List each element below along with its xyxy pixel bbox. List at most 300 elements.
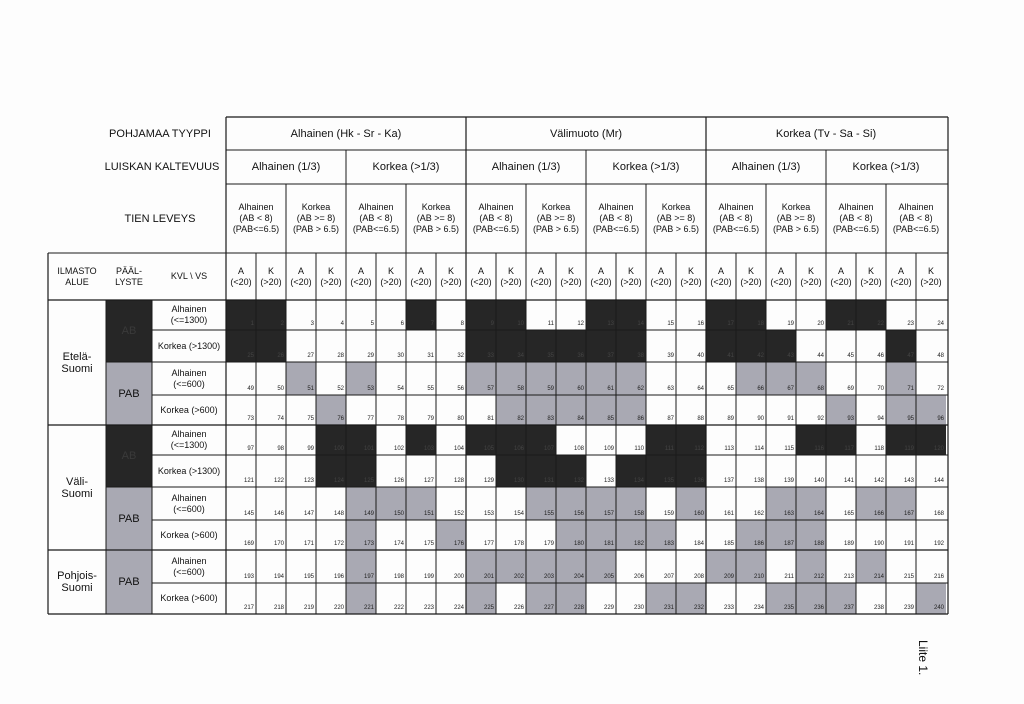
cell-number: 82 (517, 416, 524, 422)
cell-number: 182 (633, 541, 644, 547)
cell-number: 211 (784, 574, 794, 580)
cell-number: 88 (697, 416, 704, 422)
vs-header-line: K (867, 265, 874, 276)
vs-header-line: (<20) (530, 276, 552, 287)
cell-number: 114 (754, 446, 764, 452)
cell-number: 138 (753, 478, 764, 484)
leveys-header-line: Korkea (781, 202, 811, 212)
cell-number: 106 (513, 446, 524, 452)
cell-number: 97 (247, 446, 254, 452)
leveys-header-line: Alhainen (718, 202, 754, 212)
cell-number: 158 (633, 511, 644, 517)
cell-number: 58 (517, 386, 524, 392)
cell-number: 228 (573, 605, 584, 611)
kaltevuus-header: Korkea (>1/3) (852, 161, 920, 173)
cell-number: 61 (607, 386, 614, 392)
region-label-line: Suomi (61, 487, 93, 500)
cell-number: 8 (460, 321, 464, 327)
ilmasto-label-line: ALUE (65, 276, 89, 287)
region-label-line: Suomi (61, 362, 93, 375)
vs-header (586, 253, 616, 300)
cell-number: 38 (637, 353, 644, 359)
cell-number: 202 (513, 574, 524, 580)
cell-number: 203 (543, 574, 554, 580)
kvl-label (152, 395, 226, 425)
leveys-header-line: (AB >= 8) (296, 213, 336, 223)
cell-number: 145 (243, 511, 254, 517)
cell-number: 127 (423, 478, 434, 484)
cell-number: 65 (727, 386, 734, 392)
cell-number: 13 (607, 321, 614, 327)
kvl-label-line: Alhainen (171, 555, 207, 566)
vs-header-line: (>20) (620, 276, 642, 287)
cell-number: 229 (603, 605, 614, 611)
pohjamaa-header: Korkea (Tv - Sa - Si) (775, 127, 877, 140)
cell-number: 30 (397, 353, 404, 359)
vs-header-line: (<20) (290, 276, 312, 287)
cell-number: 39 (667, 353, 674, 359)
cell-number: 209 (723, 574, 734, 580)
vs-header (286, 253, 316, 300)
cell-number: 180 (573, 541, 584, 547)
cell-number: 42 (757, 353, 764, 359)
cell-number: 122 (273, 478, 284, 484)
cell-number: 81 (487, 416, 494, 422)
cell-number: 98 (277, 446, 284, 452)
vs-header-line: K (447, 265, 454, 276)
leveys-label: TIEN LEVEYS (124, 212, 196, 225)
vs-header-line: (>20) (860, 276, 882, 287)
cell-number: 119 (904, 446, 914, 452)
cell-number: 135 (663, 478, 674, 484)
cell-number: 125 (363, 478, 374, 484)
cell-number: 234 (753, 605, 764, 611)
cell-number: 118 (874, 446, 884, 452)
vs-header (886, 253, 916, 300)
kaltevuus-label: LUISKAN KALTEVUUS (104, 161, 220, 173)
vs-header (346, 253, 376, 300)
cell-number: 48 (937, 353, 944, 359)
cell-number: 161 (723, 511, 734, 517)
vs-header (646, 253, 676, 300)
kvl-label-line: (<=1300) (170, 440, 208, 450)
leveys-header-line: (PAB > 6.5) (532, 224, 580, 234)
leveys-header-line: (PAB > 6.5) (292, 224, 340, 234)
kvl-label-line: Korkea (>1300) (157, 465, 221, 476)
leveys-header (586, 184, 646, 253)
cell-number: 230 (633, 605, 644, 611)
cell-number: 224 (453, 605, 464, 611)
vs-header-line: K (747, 265, 754, 276)
vs-header (706, 253, 736, 300)
region-label-line: Väli- (65, 475, 88, 488)
cell-number: 137 (723, 478, 734, 484)
cell-number: 33 (487, 353, 494, 359)
cell-number: 150 (393, 511, 404, 517)
cell-number: 193 (243, 574, 254, 580)
vs-header (616, 253, 646, 300)
cell-number: 41 (727, 353, 734, 359)
cell-number: 31 (427, 353, 434, 359)
cell-number: 188 (813, 541, 824, 547)
cell-number: 110 (634, 446, 644, 452)
vs-header (526, 253, 556, 300)
ilmasto-label (44, 253, 110, 300)
surface-label: PAB (118, 512, 140, 525)
cell-number: 74 (277, 416, 284, 422)
cell-number: 120 (933, 446, 944, 452)
leveys-header-line: (PAB > 6.5) (412, 224, 460, 234)
cell-number: 238 (873, 605, 884, 611)
cell-number: 190 (873, 541, 884, 547)
cell-number: 77 (367, 416, 374, 422)
kvl-label (152, 425, 226, 455)
kaltevuus-header: Korkea (>1/3) (612, 161, 680, 173)
cell-number: 220 (333, 605, 344, 611)
vs-header-line: K (267, 265, 274, 276)
cell-number: 52 (337, 386, 344, 392)
cell-number: 181 (603, 541, 614, 547)
kvl-label: KVL \ VS (170, 271, 208, 281)
cell-number: 40 (697, 353, 704, 359)
cell-number: 195 (303, 574, 314, 580)
vs-header-line: A (357, 265, 364, 276)
cell-number: 73 (247, 416, 254, 422)
cell-number: 2 (280, 321, 284, 327)
leveys-header-line: (PAB<=6.5) (832, 224, 880, 234)
surface-label: PAB (118, 576, 140, 588)
cell-number: 36 (577, 353, 584, 359)
cell-number: 194 (273, 574, 284, 580)
vs-header-line: (<20) (410, 276, 432, 287)
cell-number: 177 (483, 541, 494, 547)
vs-header (496, 253, 526, 300)
cell-number: 11 (547, 321, 554, 327)
leveys-header-line: Alhainen (598, 202, 634, 212)
vs-header-line: K (627, 265, 634, 276)
cell-number: 208 (693, 574, 704, 580)
leveys-header-line: (AB < 8) (479, 213, 513, 223)
cell-number: 199 (423, 574, 434, 580)
ilmasto-label-line: ILMASTO (57, 265, 97, 276)
kvl-label (152, 550, 226, 583)
cell-number: 51 (307, 386, 314, 392)
cell-number: 27 (307, 353, 314, 359)
vs-header-line: (<20) (770, 276, 792, 287)
region-label (48, 550, 106, 614)
cell-number: 192 (933, 541, 944, 547)
cell-number: 4 (340, 321, 344, 327)
cell-number: 85 (607, 416, 614, 422)
cell-number: 72 (937, 386, 944, 392)
leveys-header-line: (PAB > 6.5) (652, 224, 700, 234)
leveys-header-line: Korkea (421, 202, 451, 212)
cell-number: 14 (637, 321, 644, 327)
cell-number: 219 (303, 605, 314, 611)
vs-header-line: (>20) (440, 276, 462, 287)
cell-number: 32 (457, 353, 464, 359)
cell-number: 121 (243, 478, 254, 484)
cell-number: 126 (393, 478, 404, 484)
cell-number: 223 (423, 605, 434, 611)
cell-number: 15 (667, 321, 674, 327)
leveys-header-line: (AB < 8) (239, 213, 273, 223)
leveys-header-line: (AB >= 8) (416, 213, 456, 223)
cell-number: 70 (877, 386, 884, 392)
region-label-line: Etelä- (62, 350, 92, 363)
kvl-label-line: (<=600) (173, 378, 205, 389)
leveys-header-line: Alhainen (238, 202, 274, 212)
cell-number: 141 (843, 478, 854, 484)
kvl-label-line: Alhainen (171, 367, 207, 378)
vs-header-line: (<20) (470, 276, 492, 287)
cell-number: 184 (693, 541, 704, 547)
cell-number: 144 (933, 478, 944, 484)
cell-number: 187 (783, 541, 794, 547)
cell-number: 174 (393, 541, 404, 547)
vs-header (316, 253, 346, 300)
kvl-label-line: Korkea (>600) (160, 593, 218, 603)
vs-header-line: A (297, 265, 304, 276)
cell-number: 151 (423, 511, 434, 517)
cell-number: 206 (633, 574, 644, 580)
vs-header (376, 253, 406, 300)
vs-header-line: K (687, 265, 694, 276)
kvl-label (152, 583, 226, 614)
cell-number: 143 (903, 478, 914, 484)
vs-header-line: K (567, 265, 574, 276)
cell-number: 10 (517, 321, 524, 327)
cell-number: 17 (727, 321, 734, 327)
cell-number: 240 (933, 605, 944, 611)
cell-number: 111 (664, 446, 674, 452)
kaltevuus-header: Alhainen (1/3) (251, 161, 321, 173)
leveys-header-line: (PAB<=6.5) (892, 224, 940, 234)
cell-number: 160 (693, 511, 704, 517)
cell-number: 166 (873, 511, 884, 517)
leveys-header (706, 184, 766, 253)
cell-number: 26 (277, 353, 284, 359)
cell-number: 128 (453, 478, 464, 484)
cell-number: 191 (903, 541, 914, 547)
vs-header-line: (>20) (680, 276, 702, 287)
cell-number: 34 (517, 353, 524, 359)
cell-number: 54 (397, 386, 404, 392)
cell-number: 19 (787, 321, 794, 327)
leveys-header (766, 184, 826, 253)
cell-number: 212 (813, 574, 824, 580)
cell-number: 107 (543, 446, 554, 452)
leveys-header-line: Alhainen (838, 202, 874, 212)
cell-number: 163 (783, 511, 794, 517)
leveys-header (226, 184, 286, 253)
cell-number: 222 (393, 605, 404, 611)
vs-header-line: A (777, 265, 784, 276)
vs-header (466, 253, 496, 300)
cell-number: 159 (663, 511, 674, 517)
region-label-line: Suomi (61, 582, 93, 594)
cell-number: 239 (903, 605, 914, 611)
leveys-header-line: Korkea (661, 202, 691, 212)
pohjamaa-label: POHJAMAA TYYPPI (109, 127, 211, 140)
vs-header (916, 253, 946, 300)
vs-header-line: A (597, 265, 604, 276)
leveys-header (646, 184, 706, 253)
vs-header-line: (>20) (920, 276, 942, 287)
cell-number: 115 (784, 446, 794, 452)
cell-number: 47 (907, 353, 914, 359)
leveys-header (886, 184, 946, 253)
vs-header-line: A (237, 265, 244, 276)
cell-number: 91 (787, 416, 794, 422)
paallyste-label-line: LYSTE (115, 276, 143, 287)
cell-number: 43 (787, 353, 794, 359)
cell-number: 173 (363, 541, 374, 547)
kaltevuus-header: Alhainen (1/3) (491, 161, 561, 173)
leveys-header-line: Korkea (541, 202, 571, 212)
leveys-header (526, 184, 586, 253)
cell-number: 105 (483, 446, 494, 452)
vs-header (796, 253, 826, 300)
leveys-header-line: (AB < 8) (719, 213, 753, 223)
vs-header-line: (<20) (890, 276, 912, 287)
cell-number: 35 (547, 353, 554, 359)
cell-number: 75 (307, 416, 314, 422)
cell-number: 20 (817, 321, 824, 327)
vs-header-line: K (927, 265, 934, 276)
vs-header (226, 253, 256, 300)
cell-number: 64 (697, 386, 704, 392)
kvl-label (152, 362, 226, 395)
cell-number: 112 (694, 446, 704, 452)
vs-header (826, 253, 856, 300)
cell-number: 155 (543, 511, 554, 517)
kvl-label-line: Alhainen (171, 304, 207, 314)
cell-number: 133 (603, 478, 614, 484)
vs-header (736, 253, 766, 300)
cell-number: 157 (603, 511, 614, 517)
vs-header-line: K (327, 265, 334, 276)
cell-number: 231 (663, 605, 674, 611)
cell-number: 169 (243, 541, 254, 547)
kvl-label-line: Korkea (>600) (160, 404, 218, 415)
vs-header-line: (>20) (500, 276, 522, 287)
kvl-label-line: (<=600) (173, 566, 205, 577)
vs-header-line: (>20) (380, 276, 402, 287)
leveys-header (286, 184, 346, 253)
cell-number: 134 (633, 478, 644, 484)
cell-number: 132 (573, 478, 584, 484)
cell-number: 183 (663, 541, 674, 547)
surface-label: AB (121, 450, 137, 462)
cell-number: 218 (273, 605, 284, 611)
cell-number: 129 (483, 478, 494, 484)
cell-number: 46 (877, 353, 884, 359)
surface-label: AB (121, 325, 137, 337)
cell-number: 154 (513, 511, 524, 517)
kvl-label (152, 455, 226, 487)
vs-header (766, 253, 796, 300)
leveys-header-line: (AB < 8) (899, 213, 933, 223)
leveys-header-line: Alhainen (358, 202, 394, 212)
cell-number: 102 (393, 446, 404, 452)
kaltevuus-header: Korkea (>1/3) (372, 161, 440, 173)
cell-number: 69 (847, 386, 854, 392)
vs-header-line: (<20) (650, 276, 672, 287)
cell-number: 92 (817, 416, 824, 422)
cell-number: 50 (277, 386, 284, 392)
vs-header-line: (>20) (320, 276, 342, 287)
leveys-header-line: (AB >= 8) (656, 213, 696, 223)
leveys-header-line: Alhainen (478, 202, 514, 212)
cell-number: 217 (243, 605, 254, 611)
cell-number: 78 (397, 416, 404, 422)
vs-header-line: (<20) (830, 276, 852, 287)
vs-header-line: A (417, 265, 424, 276)
cell-number: 124 (333, 478, 344, 484)
kvl-label (152, 330, 226, 362)
leveys-header-line: (PAB<=6.5) (352, 224, 400, 234)
cell-number: 89 (727, 416, 734, 422)
cell-number: 28 (337, 353, 344, 359)
pohjamaa-header: Alhainen (Hk - Sr - Ka) (290, 127, 402, 140)
vs-header-line: A (477, 265, 484, 276)
cell-number: 84 (577, 416, 584, 422)
cell-number: 213 (843, 574, 854, 580)
cell-number: 3 (310, 321, 314, 327)
leveys-header-line: (AB < 8) (359, 213, 393, 223)
cell-number: 66 (757, 386, 764, 392)
cell-number: 67 (787, 386, 794, 392)
cell-number: 100 (333, 446, 344, 452)
kvl-label-line: Alhainen (171, 492, 207, 503)
cell-number: 139 (783, 478, 794, 484)
cell-number: 214 (873, 574, 884, 580)
kvl-label-line: Alhainen (171, 429, 207, 439)
cell-number: 45 (847, 353, 854, 359)
cell-number: 49 (247, 386, 254, 392)
cell-number: 94 (877, 416, 884, 422)
cell-number: 205 (603, 574, 614, 580)
cell-number: 147 (303, 511, 314, 517)
cell-number: 18 (757, 321, 764, 327)
leveys-header-line: (AB >= 8) (776, 213, 816, 223)
cell-number: 109 (603, 446, 614, 452)
cell-number: 189 (843, 541, 854, 547)
cell-number: 9 (490, 321, 494, 327)
cell-number: 7 (430, 321, 434, 327)
vs-header-line: (<20) (710, 276, 732, 287)
vs-header (406, 253, 436, 300)
cell-number: 62 (637, 386, 644, 392)
region-label (48, 425, 106, 550)
cell-number: 175 (423, 541, 434, 547)
cell-number: 200 (453, 574, 464, 580)
cell-number: 59 (547, 386, 554, 392)
vs-header-line: (<20) (590, 276, 612, 287)
cell-number: 168 (933, 511, 944, 517)
vs-header (856, 253, 886, 300)
leveys-header (826, 184, 886, 253)
cell-number: 225 (483, 605, 494, 611)
cell-number: 178 (513, 541, 524, 547)
cell-number: 176 (453, 541, 464, 547)
cell-number: 53 (367, 386, 374, 392)
cell-number: 12 (577, 321, 584, 327)
cell-number: 130 (513, 478, 524, 484)
cell-number: 71 (907, 386, 914, 392)
pohjamaa-header: Välimuoto (Mr) (549, 127, 623, 140)
